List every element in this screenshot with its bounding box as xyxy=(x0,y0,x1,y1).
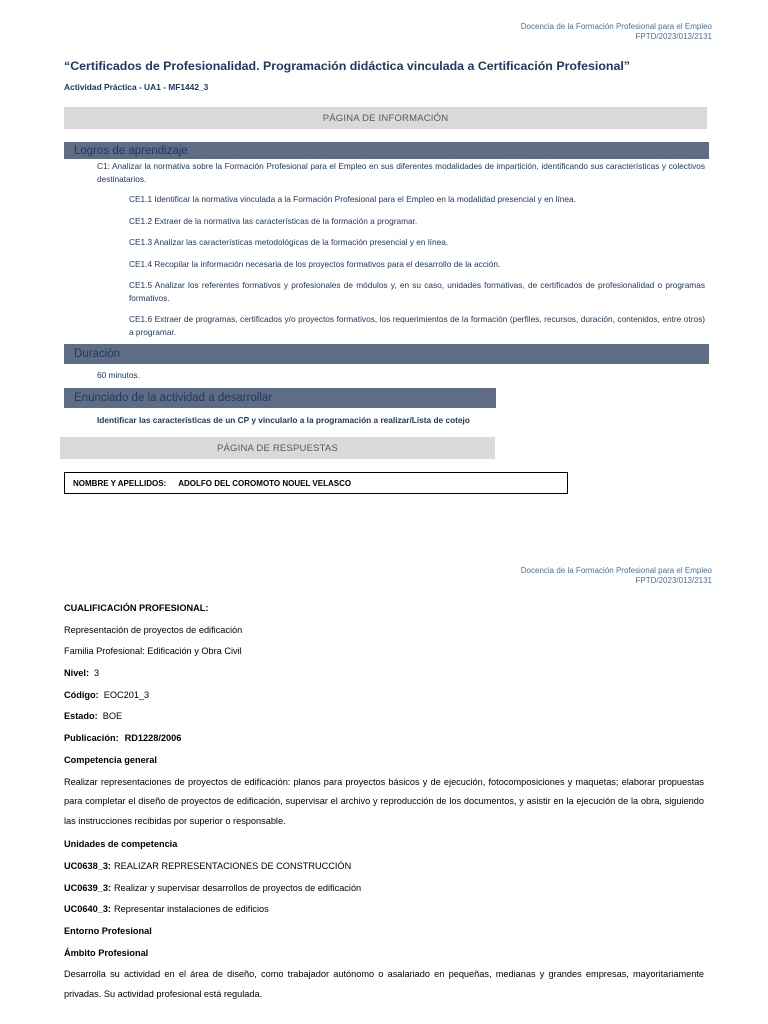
level-row xyxy=(64,662,704,684)
list-item: CE1.6 Extraer de programas, certificados y/o proyectos formativos, los requerimientos de la formación (perfiles, recursos, duración, contenidos, entre otros) a programar. xyxy=(129,314,705,337)
code-value: EOC201_3 xyxy=(103,689,150,700)
competence-text: Realizar representaciones de proyectos de edificación: planos para proyectos básicos y de ejecución, fotocomposiciones y maquetas; elaborar propuestas para completar el diseño de proyectos de edificación, supervisar el archivo y reproducción de los documentos, y asistir en la ejecución de la obra, siguiendo las instrucciones recibidas por superior o responsable. xyxy=(64,776,704,826)
publication-value: RD1228/2006 xyxy=(124,732,182,743)
unit-text: Representar instalaciones de edificios xyxy=(114,904,269,915)
list-item: CE1.2 Extraer de la normativa las características de la formación a programar. xyxy=(129,215,418,226)
unit-text: Realizar y supervisar desarrollos de proyectos de edificación xyxy=(114,882,362,893)
list-item xyxy=(64,898,704,920)
header-program: Docencia de la Formación Profesional para el Empleo xyxy=(520,566,712,575)
list-item: CE1.5 Analizar los referentes formativos y profesionales de módulos y, en su caso, unidades formativas, de certificados de profesionalidad o programas formativos. xyxy=(129,280,705,303)
enunciado-heading: Enunciado de la actividad a desarrollar xyxy=(64,388,496,408)
answers-page-bar: PÁGINA DE RESPUESTAS xyxy=(60,437,495,459)
status-label: Estado: xyxy=(64,711,98,722)
criterion-c1: C1: Analizar la normativa sobre la Formación Profesional para el Empleo en sus diferentes modalidades de impartición, identificando sus características y colectivos destinatarios. xyxy=(97,161,705,184)
list-item xyxy=(64,877,704,899)
publication-row xyxy=(64,727,704,749)
qualification-section xyxy=(64,597,704,1007)
unit-code: UC0640_3: xyxy=(64,904,111,915)
status-row xyxy=(64,705,704,727)
unit-code: UC0638_3: xyxy=(64,860,111,871)
header-code: FPTD/2023/013/2131 xyxy=(635,32,712,41)
document-subtitle: Actividad Práctica - UA1 - MF1442_3 xyxy=(64,82,209,92)
code-label: Código: xyxy=(64,689,99,700)
level-value: 3 xyxy=(94,667,100,678)
page-header xyxy=(521,22,712,42)
name-field xyxy=(64,472,568,494)
header-code: FPTD/2023/013/2131 xyxy=(635,576,712,585)
name-label: NOMBRE Y APELLIDOS: xyxy=(73,478,167,488)
document-title: “Certificados de Profesionalidad. Programación didáctica vinculada a Certificación Profesional” xyxy=(64,59,630,73)
page-header-2 xyxy=(521,566,712,586)
level-label: Nivel: xyxy=(64,667,90,678)
logros-heading: Logros de aprendizaje xyxy=(64,142,709,159)
ce-list xyxy=(129,193,705,347)
publication-label: Publicación: xyxy=(64,732,119,743)
scope-heading: Ámbito Profesional xyxy=(64,947,149,958)
duracion-heading: Duración xyxy=(64,344,709,364)
list-item: CE1.3 Analizar las características metodológicas de la formación presencial y en línea. xyxy=(129,237,449,247)
environment-heading: Entorno Profesional xyxy=(64,925,152,936)
scope-text: Desarrolla su actividad en el área de diseño, como trabajador autónomo o asalariado en pequeñas, medianas y grandes empresas, mayoritariamente privadas. Su actividad profesional está regulada. xyxy=(64,969,704,999)
list-item: CE1.4 Recopilar la información necesaria de los proyectos formativos para el desarrollo de la acción. xyxy=(129,258,501,269)
unit-code: UC0639_3: xyxy=(64,882,111,893)
enunciado-text: Identificar las características de un CP y vincularlo a la programación a realizar/Lista de cotejo xyxy=(97,415,470,425)
unit-text: REALIZAR REPRESENTACIONES DE CONSTRUCCIÓN xyxy=(114,860,352,871)
professional-family: Familia Profesional: Edificación y Obra Civil xyxy=(64,646,242,657)
qualification-heading: CUALIFICACIÓN PROFESIONAL: xyxy=(64,602,209,613)
competence-heading: Competencia general xyxy=(64,754,157,765)
list-item xyxy=(64,855,704,877)
status-value: BOE xyxy=(102,711,123,722)
list-item: CE1.1 Identificar la normativa vinculada a la Formación Profesional para el Empleo en la modalidad presencial y en línea. xyxy=(129,194,576,204)
info-page-bar: PÁGINA DE INFORMACIÓN xyxy=(64,107,707,129)
duracion-value: 60 minutos. xyxy=(97,370,140,380)
qualification-name: Representación de proyectos de edificación xyxy=(64,624,243,635)
units-heading: Unidades de competencia xyxy=(64,839,178,850)
name-value: ADOLFO DEL COROMOTO NOUEL VELASCO xyxy=(178,478,352,488)
code-row xyxy=(64,684,704,706)
header-program: Docencia de la Formación Profesional para el Empleo xyxy=(520,22,712,31)
